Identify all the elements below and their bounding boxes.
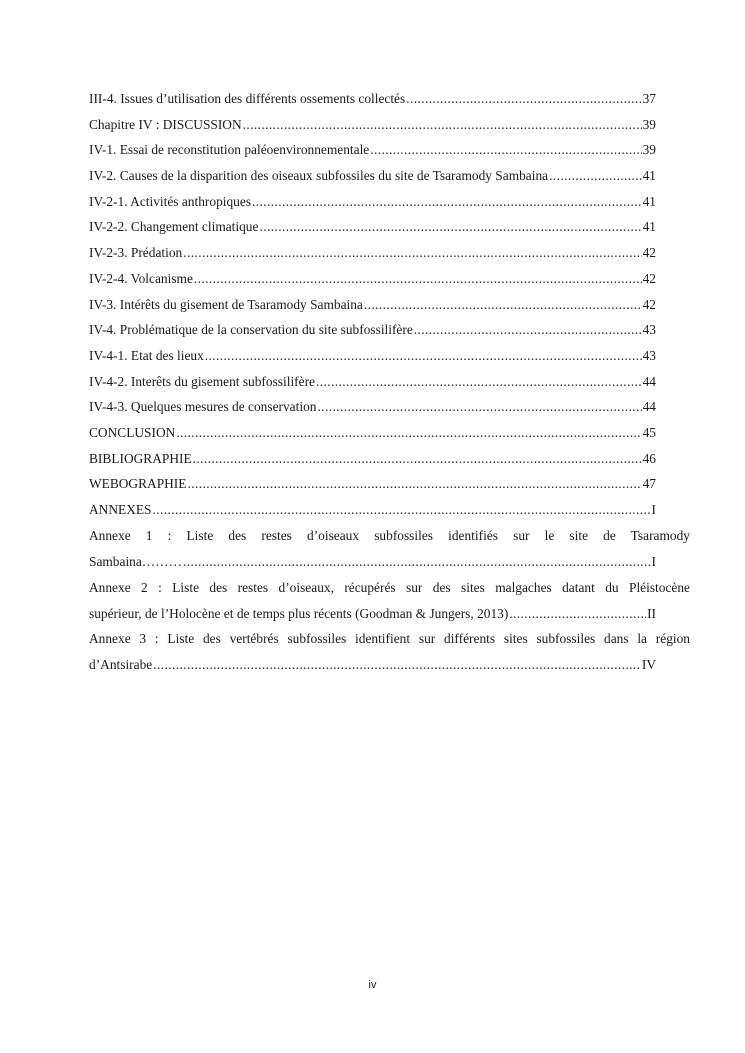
toc-entry[interactable]: [89, 420, 656, 446]
toc-entry-title: IV-2-3. Prédation: [89, 245, 183, 261]
page-number: iv: [368, 979, 377, 991]
dot-leader: [317, 394, 641, 420]
annex-entry-title: Annexe 2 : Liste des restes d’oiseaux, récupérés sur des sites malgaches datant du Pléistocène: [89, 580, 690, 595]
toc-entry[interactable]: [89, 497, 656, 523]
dot-leader: [194, 266, 642, 292]
annex-entry-3[interactable]: [89, 626, 690, 677]
toc-entry-title: IV-3. Intérêts du gisement de Tsaramody Sambaina: [89, 296, 363, 312]
toc-entry[interactable]: [89, 137, 656, 163]
dot-leader: [549, 163, 642, 189]
toc-entry-page: 42: [642, 296, 656, 312]
toc-entry[interactable]: [89, 112, 656, 138]
annex-entry-title-end: Sambaina………: [89, 553, 182, 569]
toc-entry-title: CONCLUSION: [89, 424, 176, 440]
toc-entry-page: 44: [642, 373, 656, 389]
toc-entry-page: 41: [642, 219, 656, 235]
toc-entry[interactable]: [89, 214, 656, 240]
toc-entry-page: 42: [642, 245, 656, 261]
annex-entry-2[interactable]: [89, 575, 690, 626]
toc-entry[interactable]: [89, 369, 656, 395]
dot-leader: [187, 471, 641, 497]
dot-leader: [364, 292, 642, 318]
annex-entry-continuation: [89, 601, 656, 627]
toc-entry[interactable]: [89, 86, 656, 112]
toc-entry-title: IV-2-1. Activités anthropiques: [89, 193, 252, 209]
annex-entry-title-end: d’Antsirabe: [89, 656, 153, 672]
toc-entry[interactable]: [89, 446, 656, 472]
toc-entry-title: IV-4. Problématique de la conservation du site subfossilifère: [89, 322, 413, 338]
dot-leader: [153, 652, 641, 678]
table-of-contents: [89, 86, 656, 523]
toc-entry[interactable]: [89, 266, 656, 292]
toc-entry-page: 39: [642, 142, 656, 158]
annex-entry-1[interactable]: [89, 523, 690, 574]
toc-entry-title: IV-2-2. Changement climatique: [89, 219, 259, 235]
toc-entry-title: IV-2. Causes de la disparition des oiseaux subfossiles du site de Tsaramody Sambaina: [89, 168, 549, 184]
dot-leader: [370, 137, 641, 163]
toc-entry-title: Chapitre IV : DISCUSSION: [89, 116, 242, 132]
dot-leader: [259, 214, 641, 240]
toc-entry-page: 42: [642, 270, 656, 286]
toc-entry[interactable]: [89, 240, 656, 266]
toc-entry-title: BIBLIOGRAPHIE: [89, 450, 192, 466]
dot-leader: [183, 240, 641, 266]
toc-entry[interactable]: [89, 292, 656, 318]
toc-entry-title: IV-4-3. Quelques mesures de conservation: [89, 399, 317, 415]
toc-entry-page: 41: [642, 193, 656, 209]
dot-leader: [243, 112, 642, 138]
toc-entry-page: 39: [642, 116, 656, 132]
toc-entry-page: 45: [642, 424, 656, 440]
toc-entry-title: IV-4-1. Etat des lieux: [89, 347, 204, 363]
toc-entry-title: ANNEXES: [89, 502, 152, 517]
toc-entry[interactable]: [89, 189, 656, 215]
dot-leader: [414, 317, 642, 343]
annex-entry-page: I: [651, 553, 656, 569]
toc-entry-page: 43: [642, 347, 656, 363]
toc-entry-page: 37: [642, 91, 656, 106]
toc-entry-title: IV-4-2. Interêts du gisement subfossilifère: [89, 373, 315, 389]
toc-entry-title: IV-2-4. Volcanisme: [89, 270, 193, 286]
toc-entry[interactable]: [89, 394, 656, 420]
dot-leader: [406, 86, 641, 112]
toc-entry-title: IV-1. Essai de reconstitution paléoenvironnementale: [89, 142, 370, 158]
annex-entry-page: II: [647, 605, 656, 621]
dot-leader: [176, 420, 641, 446]
toc-entry-page: 47: [642, 476, 656, 492]
toc-entry-page: 43: [642, 322, 656, 338]
annex-entry-title-end: supérieur, de l’Holocène et de temps plus récents (Goodman & Jungers, 2013): [89, 605, 509, 621]
annex-entry-title: Annexe 1 : Liste des restes d’oiseaux subfossiles identifiés sur le site de Tsaramody: [89, 528, 690, 543]
dot-leader: [316, 369, 642, 395]
toc-entry-page: 41: [642, 168, 656, 184]
dot-leader: [509, 601, 646, 627]
toc-entry[interactable]: [89, 317, 656, 343]
toc-entry-title: III-4. Issues d’utilisation des différents ossements collectés: [89, 91, 406, 106]
toc-entry[interactable]: [89, 471, 656, 497]
annex-entry-title: Annexe 3 : Liste des vertébrés subfossiles identifient sur différents sites subfossiles dans la région: [89, 631, 690, 646]
annex-entry-page: IV: [641, 656, 656, 672]
toc-entry[interactable]: [89, 343, 656, 369]
toc-entry-page: 44: [642, 399, 656, 415]
dot-leader: [153, 497, 651, 523]
toc-entry-page: I: [651, 502, 656, 517]
dot-leader: [183, 549, 651, 575]
annex-entry-continuation: [89, 549, 656, 575]
toc-entry-title: WEBOGRAPHIE: [89, 476, 187, 492]
dot-leader: [252, 189, 642, 215]
annex-entry-continuation: [89, 652, 656, 678]
toc-entry[interactable]: [89, 163, 656, 189]
dot-leader: [193, 446, 642, 472]
dot-leader: [205, 343, 642, 369]
toc-entry-page: 46: [642, 450, 656, 466]
